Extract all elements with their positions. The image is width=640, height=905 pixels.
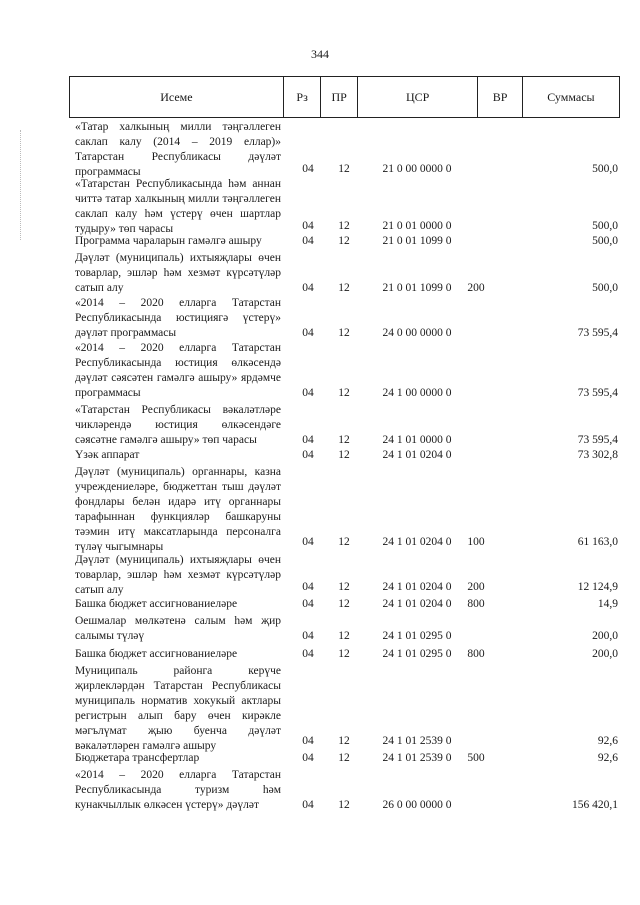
row-pr: 12 bbox=[338, 163, 350, 175]
table-row bbox=[0, 448, 640, 463]
table-row bbox=[0, 234, 640, 249]
row-rz: 04 bbox=[302, 163, 314, 175]
row-csr: 24 1 01 0204 0 bbox=[382, 598, 452, 610]
row-pr: 12 bbox=[338, 449, 350, 461]
row-sum: 61 163,0 bbox=[577, 536, 618, 548]
row-name: Программа чараларын гамәлгә ашыру bbox=[75, 235, 262, 247]
row-pr: 12 bbox=[338, 799, 350, 811]
row-vr: 800 bbox=[467, 598, 485, 610]
table-row bbox=[0, 647, 640, 662]
row-rz: 04 bbox=[302, 387, 314, 399]
table-row bbox=[0, 751, 640, 766]
column-header-pr: ПР bbox=[321, 77, 358, 118]
row-csr: 21 0 01 0000 0 bbox=[382, 220, 452, 232]
row-pr: 12 bbox=[338, 235, 350, 247]
row-csr: 24 0 00 0000 0 bbox=[382, 327, 452, 339]
row-sum: 12 124,9 bbox=[577, 581, 618, 593]
row-rz: 04 bbox=[302, 630, 314, 642]
row-pr: 12 bbox=[338, 387, 350, 399]
row-vr: 500 bbox=[467, 752, 485, 764]
row-pr: 12 bbox=[338, 434, 350, 446]
table-row bbox=[0, 341, 640, 401]
row-name: Оешмалар мөлкәтенә салым һәм җир салымы түләү bbox=[75, 615, 281, 642]
table-row bbox=[0, 296, 640, 341]
row-sum: 500,0 bbox=[592, 163, 618, 175]
table-row bbox=[0, 597, 640, 612]
row-pr: 12 bbox=[338, 752, 350, 764]
page-number: 344 bbox=[311, 47, 329, 61]
row-rz: 04 bbox=[302, 327, 314, 339]
column-header-vr: ВР bbox=[478, 77, 522, 118]
table-row bbox=[0, 768, 640, 813]
table-row bbox=[0, 664, 640, 752]
row-rz: 04 bbox=[302, 235, 314, 247]
row-sum: 73 595,4 bbox=[577, 434, 618, 446]
row-name: Башка бюджет ассигнованиеләре bbox=[75, 598, 238, 610]
row-csr: 24 1 01 0204 0 bbox=[382, 449, 452, 461]
row-csr: 24 1 01 0295 0 bbox=[382, 648, 452, 660]
row-pr: 12 bbox=[338, 536, 350, 548]
column-header-name: Исеме bbox=[70, 77, 284, 118]
row-sum: 500,0 bbox=[592, 282, 618, 294]
row-rz: 04 bbox=[302, 598, 314, 610]
table-row bbox=[0, 403, 640, 448]
row-sum: 92,6 bbox=[597, 752, 618, 764]
row-pr: 12 bbox=[338, 327, 350, 339]
row-name: «Татар халкының милли тәңгәллеген саклап калу (2014 – 2019 еллар)» Татарстан Республикасы дәүләт программасы bbox=[75, 121, 281, 178]
row-sum: 73 302,8 bbox=[577, 449, 618, 461]
row-sum: 156 420,1 bbox=[572, 799, 618, 811]
row-name: Дәүләт (муниципаль) органнары, казна учреждениеләре, бюджеттан тыш дәүләт фондлары белән идарә итү органнары тарафыннан функцияләр башкаруны тәэмин итү максатларында персоналга түләү чыгымнары bbox=[75, 466, 281, 553]
table-header bbox=[69, 76, 620, 118]
row-csr: 26 0 00 0000 0 bbox=[382, 799, 452, 811]
row-csr: 24 1 01 2539 0 bbox=[382, 752, 452, 764]
row-sum: 73 595,4 bbox=[577, 387, 618, 399]
row-sum: 500,0 bbox=[592, 220, 618, 232]
row-rz: 04 bbox=[302, 536, 314, 548]
table-row bbox=[0, 465, 640, 553]
row-sum: 200,0 bbox=[592, 630, 618, 642]
row-rz: 04 bbox=[302, 449, 314, 461]
row-rz: 04 bbox=[302, 434, 314, 446]
column-header-sum: Суммасы bbox=[522, 77, 619, 118]
column-header-csr: ЦСР bbox=[358, 77, 478, 118]
table-row bbox=[0, 553, 640, 595]
row-sum: 200,0 bbox=[592, 648, 618, 660]
table-row bbox=[0, 120, 640, 177]
row-name: Бюджетара трансфертлар bbox=[75, 752, 200, 764]
row-name: Башка бюджет ассигнованиеләре bbox=[75, 648, 238, 660]
row-rz: 04 bbox=[302, 220, 314, 232]
row-vr: 200 bbox=[467, 581, 485, 593]
row-csr: 24 1 01 0295 0 bbox=[382, 630, 452, 642]
row-csr: 24 1 01 0204 0 bbox=[382, 581, 452, 593]
row-name: Муниципаль районга керүче җирлекләрдән Татарстан Республикасы муниципаль норматив хокукый актлары регистрын алып бару өчен кирәкле мәгълүмат җыю буенча дәүләт вәкаләтләрен гамәлгә ашыру bbox=[75, 665, 281, 752]
row-rz: 04 bbox=[302, 799, 314, 811]
row-csr: 24 1 01 0204 0 bbox=[382, 536, 452, 548]
row-csr: 24 1 01 2539 0 bbox=[382, 735, 452, 747]
row-csr: 21 0 01 1099 0 bbox=[382, 282, 452, 294]
row-rz: 04 bbox=[302, 752, 314, 764]
row-pr: 12 bbox=[338, 735, 350, 747]
row-sum: 73 595,4 bbox=[577, 327, 618, 339]
table-row bbox=[0, 177, 640, 234]
row-pr: 12 bbox=[338, 648, 350, 660]
row-pr: 12 bbox=[338, 598, 350, 610]
row-name: «Татарстан Республикасы вәкаләтләре чикләрендә юстиция өлкәсендәге сәясәтне гамәлгә ашыру» төп чарасы bbox=[75, 404, 281, 446]
row-csr: 21 0 00 0000 0 bbox=[382, 163, 452, 175]
row-csr: 24 1 01 0000 0 bbox=[382, 434, 452, 446]
row-name: «Татарстан Республикасында һәм аннан читтә татар халкының милли тәңгәллеген саклап калу һәм үстерү өчен шартлар тудыру» төп чарасы bbox=[75, 178, 281, 235]
row-sum: 500,0 bbox=[592, 235, 618, 247]
row-rz: 04 bbox=[302, 581, 314, 593]
row-vr: 200 bbox=[467, 282, 485, 294]
row-pr: 12 bbox=[338, 220, 350, 232]
row-pr: 12 bbox=[338, 581, 350, 593]
row-vr: 800 bbox=[467, 648, 485, 660]
column-header-rz: Рз bbox=[283, 77, 321, 118]
row-name: Дәүләт (муниципаль) ихтыяҗлары өчен товарлар, эшләр һәм хезмәт күрсәтүләр сатып алу bbox=[75, 554, 281, 596]
row-name: Үзәк аппарат bbox=[75, 449, 140, 461]
row-csr: 21 0 01 1099 0 bbox=[382, 235, 452, 247]
row-name: «2014 – 2020 елларга Татарстан Республикасында юстициягә үстерү» дәүләт программасы bbox=[75, 297, 281, 339]
row-name: «2014 – 2020 елларга Татарстан Республикасында туризм һәм кунакчыллык өлкәсен үстерү» дәүләт bbox=[75, 769, 281, 811]
row-name: Дәүләт (муниципаль) ихтыяҗлары өчен товарлар, эшләр һәм хезмәт күрсәтүләр сатып алу bbox=[75, 252, 281, 294]
row-name: «2014 – 2020 елларга Татарстан Республикасында юстиция өлкәсендә дәүләт сәясәтен гамәлгә ашыру» ярдәмче программасы bbox=[75, 342, 281, 399]
row-sum: 14,9 bbox=[597, 598, 618, 610]
row-vr: 100 bbox=[467, 536, 485, 548]
row-rz: 04 bbox=[302, 735, 314, 747]
table-row bbox=[0, 251, 640, 296]
row-csr: 24 1 00 0000 0 bbox=[382, 387, 452, 399]
table-row bbox=[0, 614, 640, 644]
row-rz: 04 bbox=[302, 282, 314, 294]
row-pr: 12 bbox=[338, 282, 350, 294]
row-sum: 92,6 bbox=[597, 735, 618, 747]
row-rz: 04 bbox=[302, 648, 314, 660]
row-pr: 12 bbox=[338, 630, 350, 642]
